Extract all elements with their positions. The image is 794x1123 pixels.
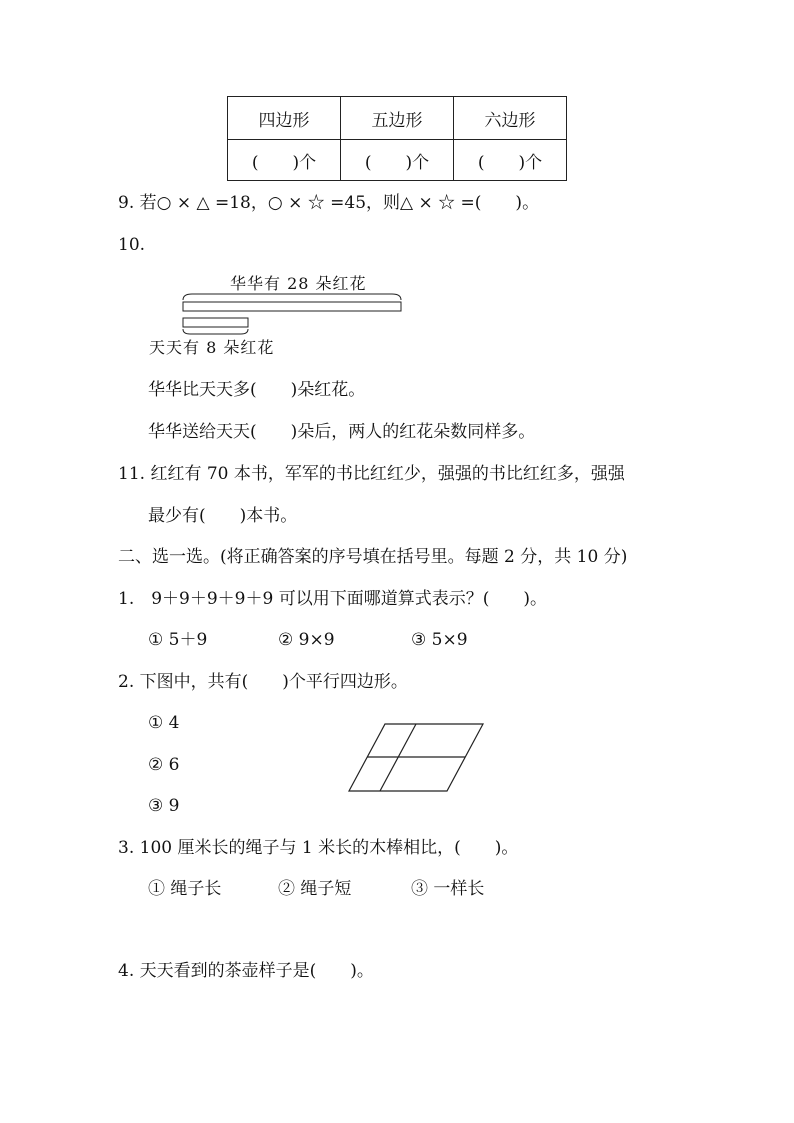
tiantian-flowers-label: 天天有 8 朵红花 (149, 338, 275, 357)
question-11-line1: 11. 红红有 70 本书，军军的书比红红少，强强的书比红红多，强强 (118, 464, 625, 484)
question-10-number: 10. (118, 235, 146, 255)
header-pentagon: 五边形 (341, 97, 454, 140)
mc1-option-3[interactable]: ③ 5×9 (411, 630, 468, 650)
mc1-option-2[interactable]: ② 9×9 (278, 630, 335, 650)
huahua-flowers-label: 华华有 28 朵红花 (230, 274, 367, 293)
question-11-line2: 最少有( )本书。 (148, 506, 298, 526)
mc2-option-1[interactable]: ① 4 (148, 713, 180, 733)
mc1-option-1[interactable]: ① 5＋9 (148, 630, 208, 650)
question-10-part1: 华华比天天多( )朵红花。 (148, 380, 366, 400)
question-10-part2: 华华送给天天( )朵后，两人的红花朵数同样多。 (148, 422, 536, 442)
header-hexagon: 六边形 (454, 97, 567, 140)
mc3-option-1[interactable]: ① 绳子长 (148, 879, 222, 899)
mc3-option-2[interactable]: ② 绳子短 (278, 879, 352, 899)
answer-quadrilateral[interactable]: ( )个 (228, 140, 341, 181)
mc-question-2: 2. 下图中，共有( )个平行四边形。 (118, 672, 408, 692)
answer-pentagon[interactable]: ( )个 (341, 140, 454, 181)
section-2-title: 二、选一选。(将正确答案的序号填在括号里。每题 2 分，共 10 分) (118, 547, 628, 567)
mc2-option-2[interactable]: ② 6 (148, 755, 180, 775)
answer-hexagon[interactable]: ( )个 (454, 140, 567, 181)
question-9: 9. 若○ × △ =18，○ × ☆ =45，则△ × ☆ =( )。 (118, 193, 540, 213)
mc-question-4: 4. 天天看到的茶壶样子是( )。 (118, 961, 374, 981)
mc-question-1: 1. 9＋9＋9＋9＋9 可以用下面哪道算式表示？( )。 (118, 589, 547, 609)
header-quadrilateral: 四边形 (228, 97, 341, 140)
mc-question-3: 3. 100 厘米长的绳子与 1 米长的木棒相比，( )。 (118, 838, 519, 858)
mc2-option-3[interactable]: ③ 9 (148, 796, 180, 816)
mc3-option-3[interactable]: ③ 一样长 (411, 879, 485, 899)
